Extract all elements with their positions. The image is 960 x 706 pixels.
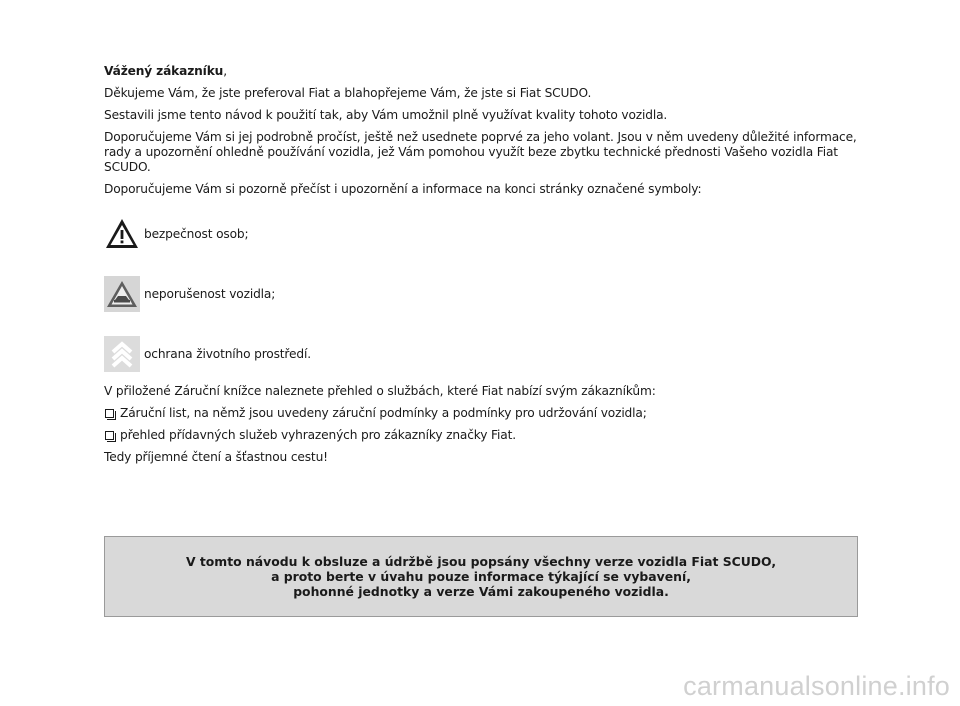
document-body: [104, 64, 860, 472]
symbol-label-vehicle: neporušenost vozidla;: [144, 286, 276, 301]
greeting-punct: ,: [223, 64, 227, 78]
vehicle-integrity-icon: [104, 276, 140, 312]
checkbox-bullet-icon: [105, 431, 114, 440]
bullet-item: [104, 406, 860, 421]
warranty-intro: V přiložené Záruční knížce naleznete přehled o službách, které Fiat nabízí svým zákazníkům:: [104, 384, 656, 398]
notice-box: [104, 536, 858, 617]
watermark: carmanualsonline.info: [683, 671, 950, 701]
symbol-row-environment: [104, 336, 860, 372]
paragraph-symbols-intro: Doporučujeme Vám si pozorně přečíst i upozornění a informace na konci stránky označené symboly:: [104, 182, 702, 196]
symbol-row-vehicle: [104, 276, 860, 312]
bullet-text: přehled přídavných služeb vyhrazených pro zákazníky značky Fiat.: [120, 428, 516, 442]
bullet-text: Záruční list, na němž jsou uvedeny záruční podmínky a podmínky pro udržování vozidla;: [120, 406, 647, 420]
greeting: [104, 64, 860, 79]
notice-line: V tomto návodu k obsluze a údržbě jsou popsány všechny verze vozidla Fiat SCUDO,: [185, 554, 777, 569]
paragraph-recommend: Doporučujeme Vám si jej podrobně pročíst, ještě než usednete poprvé za jeho volant. Jsou v něm uvedeny důležité informace, rady a upozornění ohledně používání vozidla, jež Vám pomohou využít beze zbytku technické přednosti Vašeho vozidla Fiat SCUDO.: [104, 130, 857, 174]
notice-line: pohonné jednotky a verze Vámi zakoupeného vozidla.: [293, 584, 669, 599]
symbol-label-environment: ochrana životního prostředí.: [144, 346, 311, 361]
paragraph-thanks: Děkujeme Vám, že jste preferoval Fiat a blahopřejeme Vám, že jste si Fiat SCUDO.: [104, 86, 592, 100]
paragraph-purpose: Sestavili jsme tento návod k použití tak, aby Vám umožnil plně využívat kvality tohoto vozidla.: [104, 108, 668, 122]
notice-line: a proto berte v úvahu pouze informace týkající se vybavení,: [271, 569, 691, 584]
symbol-label-safety: bezpečnost osob;: [144, 226, 249, 241]
checkbox-bullet-icon: [105, 409, 114, 418]
warning-triangle-icon: [104, 216, 140, 252]
bullet-item: [104, 428, 860, 443]
environment-tree-icon: [104, 336, 140, 372]
symbol-row-safety: [104, 216, 860, 252]
closing-text: Tedy příjemné čtení a šťastnou cestu!: [104, 450, 328, 464]
greeting-name: Vážený zákazníku: [104, 64, 224, 78]
